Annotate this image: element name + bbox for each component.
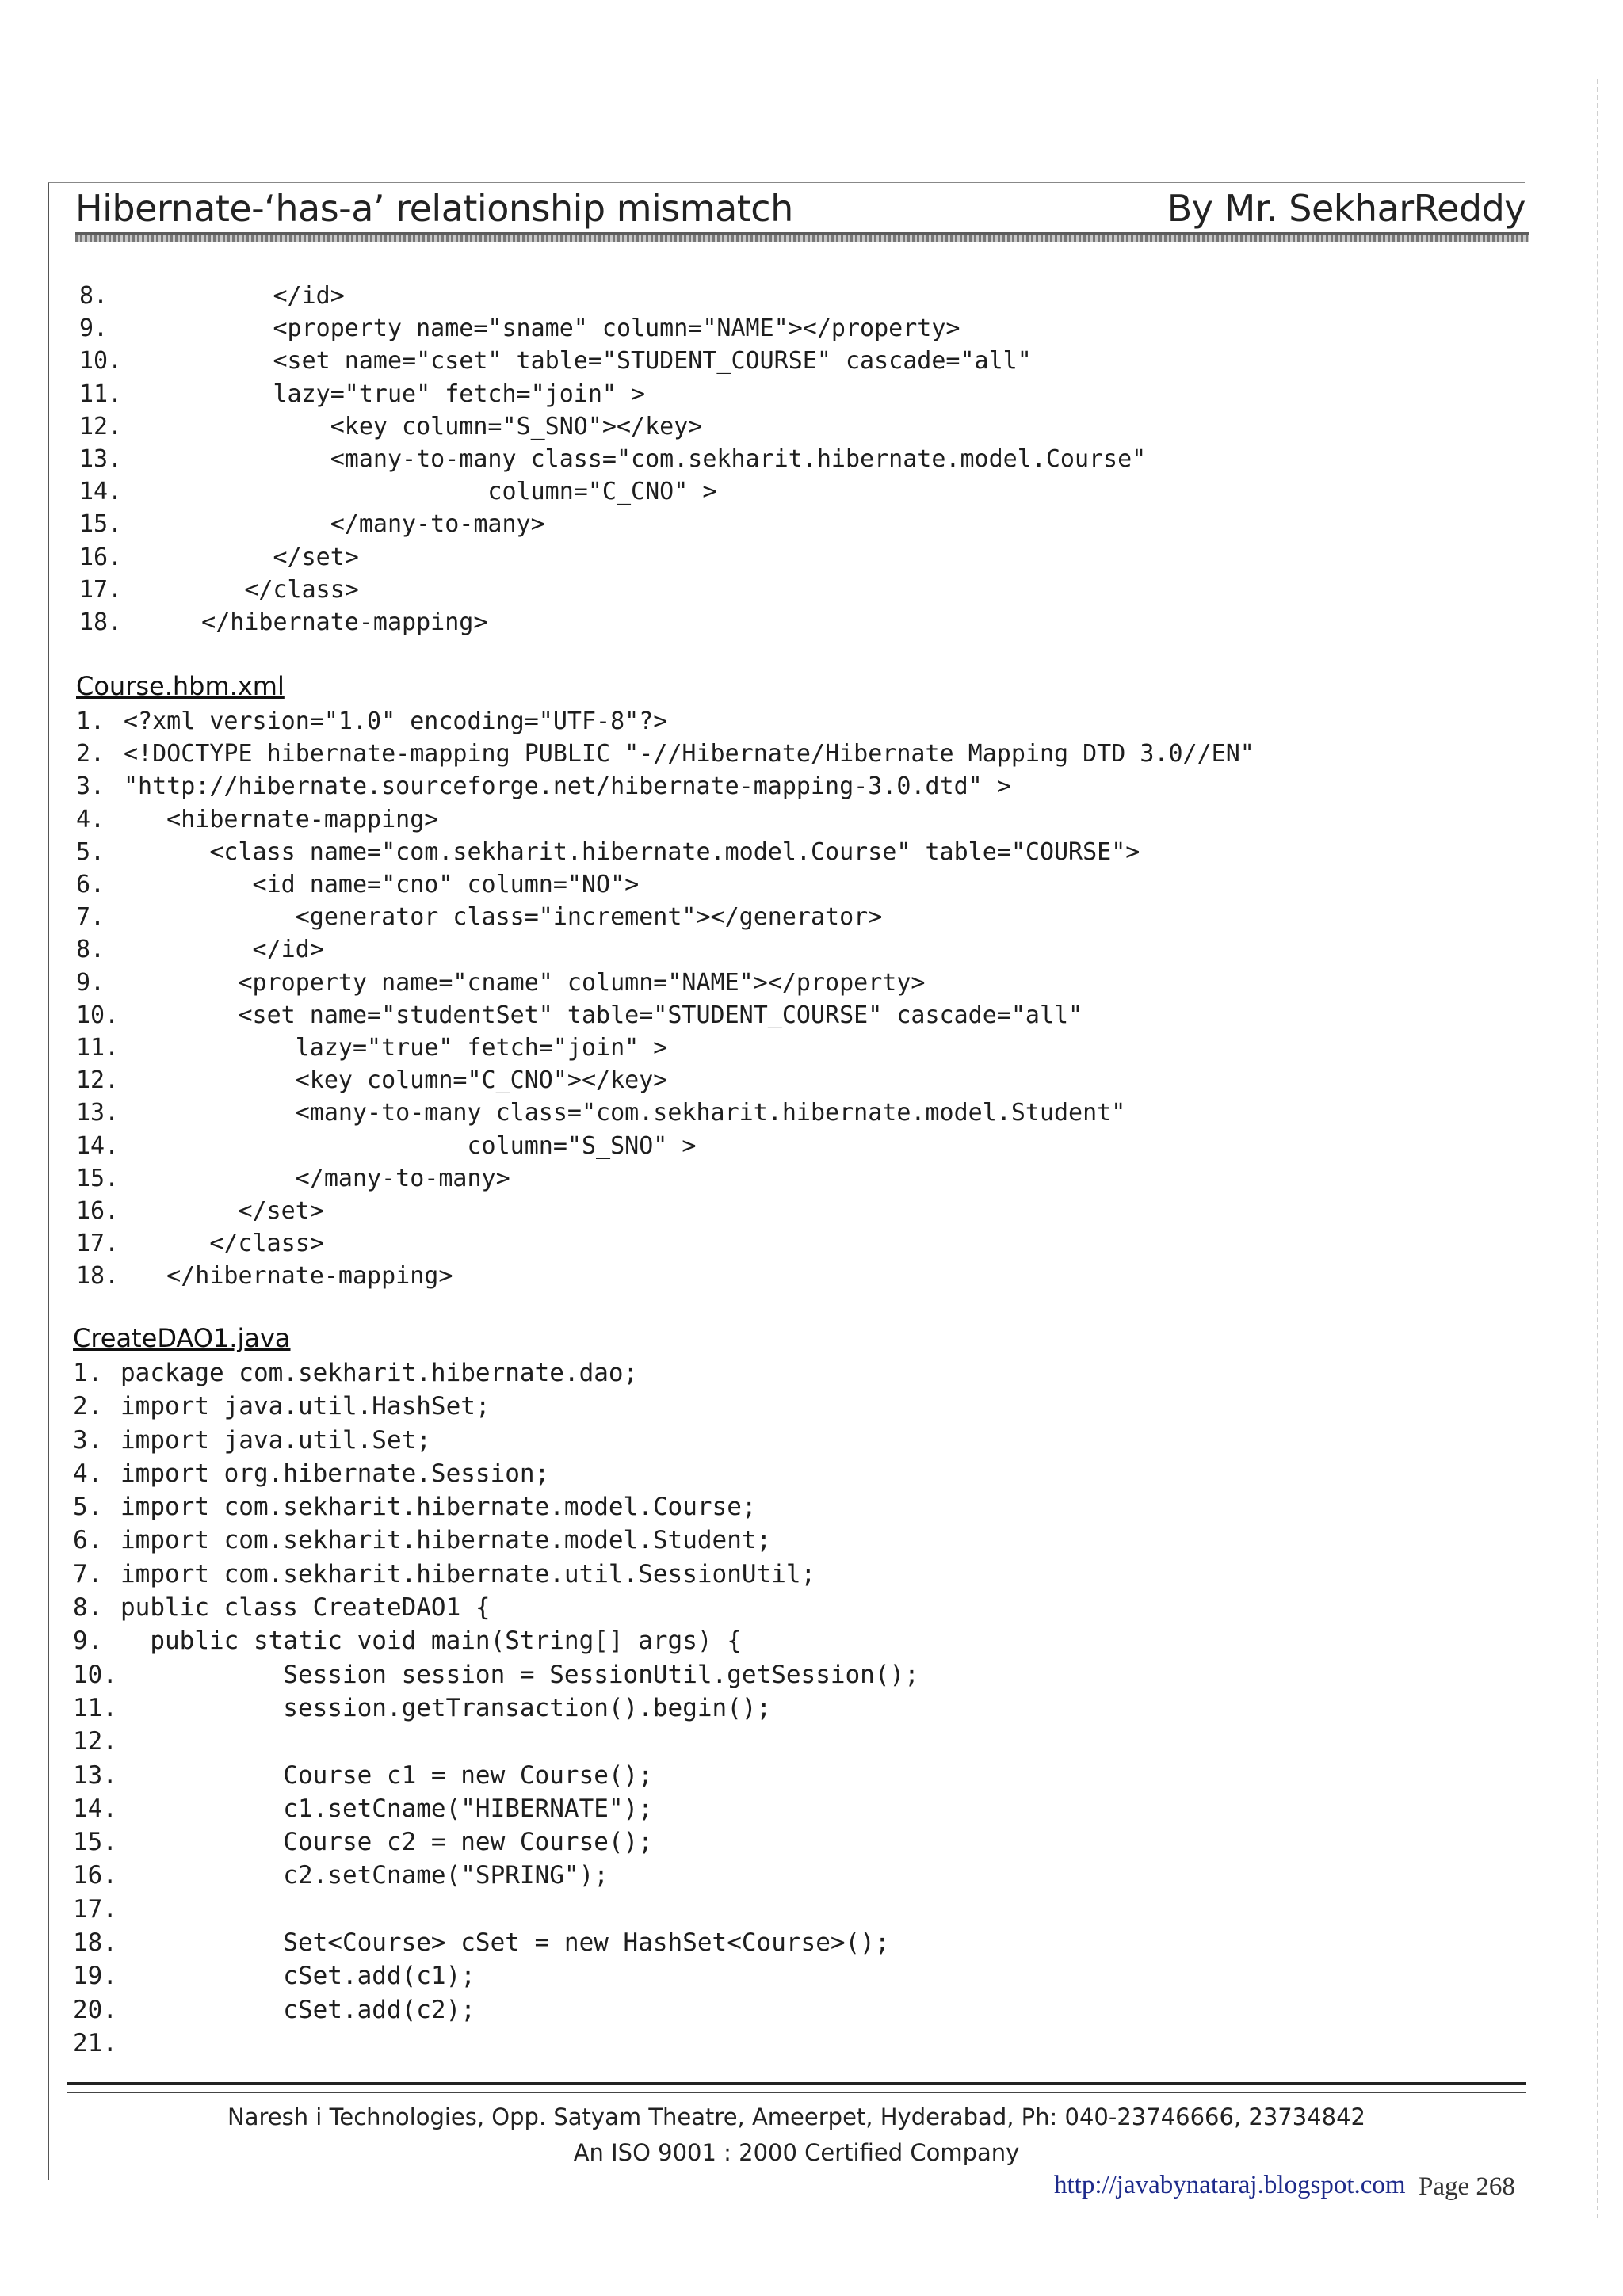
line-number: 2. bbox=[73, 1392, 103, 1421]
code-text: <generator class="increment"></generator> bbox=[124, 903, 883, 932]
code-line bbox=[73, 1457, 919, 1490]
code-line bbox=[79, 378, 1146, 410]
code-text: import org.hibernate.Session; bbox=[120, 1459, 550, 1488]
footer-url: http://javabynataraj.blogspot.com bbox=[1054, 2171, 1406, 2199]
code-line bbox=[79, 606, 1146, 639]
line-number: 13. bbox=[73, 1760, 117, 1790]
code-line bbox=[73, 1759, 919, 1792]
line-number: 12. bbox=[73, 1727, 117, 1756]
code-line bbox=[76, 1162, 1254, 1195]
code-line bbox=[79, 574, 1146, 606]
line-number: 11. bbox=[76, 1034, 120, 1062]
code-text: </many-to-many> bbox=[124, 1164, 510, 1192]
line-number: 4. bbox=[73, 1459, 103, 1488]
code-line bbox=[79, 312, 1146, 345]
code-text: public class CreateDAO1 { bbox=[120, 1593, 491, 1623]
code-line bbox=[76, 868, 1254, 901]
code-text: column="S_SNO" > bbox=[124, 1131, 697, 1160]
code-text: <property name="sname" column="NAME"></property> bbox=[158, 315, 960, 343]
line-number: 17. bbox=[76, 1230, 120, 1258]
line-number: 7. bbox=[73, 1559, 103, 1589]
code-text: <set name="cset" table="STUDENT_COURSE" cascade="all" bbox=[158, 347, 1032, 376]
code-text: </hibernate-mapping> bbox=[158, 608, 488, 637]
code-text: "http://hibernate.sourceforge.net/hibernate-mapping-3.0.dtd" > bbox=[124, 772, 1011, 801]
code-text: import com.sekharit.hibernate.model.Course; bbox=[120, 1493, 757, 1522]
line-number: 8. bbox=[79, 282, 109, 310]
line-number: 9. bbox=[76, 968, 105, 997]
code-line bbox=[79, 410, 1146, 443]
code-line bbox=[73, 1859, 919, 1892]
code-line bbox=[76, 901, 1254, 933]
footer-address: Naresh i Technologies, Opp. Satyam Theatre, Ameerpet, Hyderabad, Ph: 040-23746666, 23734842 bbox=[227, 2103, 1365, 2130]
code-text: <property name="cname" column="NAME"></property> bbox=[124, 968, 926, 997]
code-line bbox=[76, 1032, 1254, 1064]
code-line bbox=[73, 1390, 919, 1423]
code-line bbox=[73, 1926, 919, 1959]
line-number: 14. bbox=[79, 478, 123, 506]
code-text: import java.util.Set; bbox=[120, 1425, 431, 1455]
code-line bbox=[79, 541, 1146, 574]
code-text: Course c2 = new Course(); bbox=[120, 1828, 653, 1857]
code-line bbox=[76, 770, 1254, 803]
code-line bbox=[76, 738, 1254, 770]
code-text: <!DOCTYPE hibernate-mapping PUBLIC "-//Hibernate/Hibernate Mapping DTD 3.0//EN" bbox=[124, 740, 1254, 769]
line-number: 19. bbox=[73, 1962, 117, 1991]
code-line bbox=[73, 1658, 919, 1691]
line-number: 18. bbox=[79, 608, 123, 637]
line-number: 8. bbox=[73, 1593, 103, 1623]
line-number: 16. bbox=[79, 543, 123, 571]
line-number: 5. bbox=[73, 1493, 103, 1522]
code-text: </many-to-many> bbox=[158, 510, 545, 539]
code-line bbox=[73, 1591, 919, 1624]
page-binding-edge bbox=[1541, 79, 1598, 2218]
code-text: <hibernate-mapping> bbox=[124, 805, 439, 833]
line-number: 1. bbox=[73, 1359, 103, 1387]
line-number: 10. bbox=[79, 347, 123, 376]
code-text: import java.util.HashSet; bbox=[120, 1392, 491, 1421]
code-line bbox=[73, 1792, 919, 1825]
line-number: 20. bbox=[73, 1995, 117, 2024]
line-number: 10. bbox=[76, 1001, 120, 1029]
page-number: Page 268 bbox=[1419, 2172, 1515, 2201]
code-line bbox=[73, 1424, 919, 1457]
line-number: 17. bbox=[79, 575, 123, 604]
code-text: <many-to-many class="com.sekharit.hibernate.model.Course" bbox=[158, 445, 1147, 474]
code-text: lazy="true" fetch="join" > bbox=[124, 1034, 668, 1062]
code-text: package com.sekharit.hibernate.dao; bbox=[120, 1359, 639, 1387]
line-number: 15. bbox=[76, 1164, 120, 1192]
student-mapping-code-block bbox=[79, 280, 1146, 639]
course-mapping-heading: Course.hbm.xml bbox=[76, 671, 285, 701]
code-line bbox=[76, 967, 1254, 999]
code-line bbox=[73, 1825, 919, 1859]
line-number: 17. bbox=[73, 1894, 117, 1924]
code-text: <key column="C_CNO"></key> bbox=[124, 1066, 668, 1095]
code-line bbox=[76, 999, 1254, 1032]
line-number: 11. bbox=[79, 379, 123, 408]
code-line bbox=[73, 1725, 919, 1758]
header-rule bbox=[75, 232, 1529, 242]
code-line bbox=[79, 280, 1146, 312]
code-text: <id name="cno" column="NO"> bbox=[124, 871, 640, 899]
line-number: 14. bbox=[73, 1794, 117, 1823]
code-line bbox=[76, 1227, 1254, 1260]
code-line bbox=[76, 1260, 1254, 1292]
code-text: session.getTransaction().begin(); bbox=[120, 1693, 772, 1722]
code-text: </id> bbox=[158, 282, 345, 310]
line-number: 14. bbox=[76, 1131, 120, 1160]
code-text: c2.setCname("SPRING"); bbox=[120, 1861, 609, 1890]
line-number: 6. bbox=[73, 1526, 103, 1555]
code-text: </set> bbox=[124, 1197, 324, 1226]
line-number: 7. bbox=[76, 903, 105, 932]
line-number: 4. bbox=[76, 805, 105, 833]
line-number: 18. bbox=[76, 1262, 120, 1291]
line-number: 12. bbox=[76, 1066, 120, 1095]
code-line bbox=[73, 1959, 919, 1993]
line-number: 16. bbox=[73, 1861, 117, 1890]
code-text: column="C_CNO" > bbox=[158, 478, 717, 506]
line-number: 13. bbox=[79, 445, 123, 474]
line-number: 9. bbox=[73, 1627, 103, 1656]
code-line bbox=[73, 2027, 919, 2060]
line-number: 18. bbox=[73, 1928, 117, 1958]
code-text: cSet.add(c2); bbox=[120, 1995, 475, 2024]
code-line bbox=[79, 443, 1146, 475]
code-line bbox=[79, 345, 1146, 377]
code-text: Session session = SessionUtil.getSession(); bbox=[120, 1660, 919, 1689]
code-line bbox=[76, 1195, 1254, 1227]
code-text: <class name="com.sekharit.hibernate.model.Course" table="COURSE"> bbox=[124, 837, 1140, 866]
line-number: 6. bbox=[76, 871, 105, 899]
code-line bbox=[76, 705, 1254, 738]
code-text: </class> bbox=[124, 1230, 324, 1258]
code-text: import com.sekharit.hibernate.model.Student; bbox=[120, 1526, 772, 1555]
code-text: c1.setCname("HIBERNATE"); bbox=[120, 1794, 653, 1823]
code-text: Set<Course> cSet = new HashSet<Course>(); bbox=[120, 1928, 890, 1958]
code-text: <set name="studentSet" table="STUDENT_COURSE" cascade="all" bbox=[124, 1001, 1083, 1029]
code-text: </set> bbox=[158, 543, 359, 571]
header-author: By Mr. SekharReddy bbox=[1167, 187, 1526, 230]
footer-rule bbox=[67, 2082, 1526, 2093]
code-line bbox=[76, 1064, 1254, 1097]
header-title: Hibernate-‘has-a’ relationship mismatch bbox=[75, 187, 793, 230]
line-number: 13. bbox=[76, 1099, 120, 1127]
code-line bbox=[73, 1893, 919, 1926]
footer-certification: An ISO 9001 : 2000 Certified Company bbox=[573, 2139, 1020, 2166]
line-number: 8. bbox=[76, 936, 105, 964]
code-line bbox=[73, 1993, 919, 2027]
code-text: Course c1 = new Course(); bbox=[120, 1760, 653, 1790]
code-text: <?xml version="1.0" encoding="UTF-8"?> bbox=[124, 707, 668, 735]
code-line bbox=[73, 1490, 919, 1524]
code-text: </hibernate-mapping> bbox=[124, 1262, 453, 1291]
code-line bbox=[73, 1691, 919, 1725]
line-number: 3. bbox=[76, 772, 105, 801]
line-number: 12. bbox=[79, 412, 123, 441]
code-line bbox=[73, 1558, 919, 1591]
line-number: 2. bbox=[76, 740, 105, 769]
code-line bbox=[76, 836, 1254, 868]
code-line bbox=[73, 1624, 919, 1657]
create-dao-heading: CreateDAO1.java bbox=[73, 1323, 291, 1353]
code-text: <key column="S_SNO"></key> bbox=[158, 412, 703, 441]
code-line bbox=[73, 1524, 919, 1557]
code-line bbox=[76, 1097, 1254, 1129]
code-line bbox=[76, 803, 1254, 836]
code-text: import com.sekharit.hibernate.util.SessionUtil; bbox=[120, 1559, 816, 1589]
line-number: 3. bbox=[73, 1425, 103, 1455]
code-line bbox=[76, 1130, 1254, 1162]
line-number: 11. bbox=[73, 1693, 117, 1722]
line-number: 10. bbox=[73, 1660, 117, 1689]
code-text: </class> bbox=[158, 575, 359, 604]
line-number: 1. bbox=[76, 707, 105, 735]
page-header bbox=[75, 181, 1526, 230]
line-number: 15. bbox=[73, 1828, 117, 1857]
code-text: </id> bbox=[124, 936, 324, 964]
code-line bbox=[76, 933, 1254, 966]
line-number: 16. bbox=[76, 1197, 120, 1226]
code-line bbox=[79, 475, 1146, 508]
course-mapping-code-block bbox=[76, 705, 1254, 1293]
code-text: <many-to-many class="com.sekharit.hibernate.model.Student" bbox=[124, 1099, 1126, 1127]
code-text: cSet.add(c1); bbox=[120, 1962, 475, 1991]
line-number: 9. bbox=[79, 315, 109, 343]
line-number: 15. bbox=[79, 510, 123, 539]
code-line bbox=[79, 508, 1146, 540]
line-number: 5. bbox=[76, 837, 105, 866]
create-dao-code-block bbox=[73, 1356, 919, 2060]
line-number: 21. bbox=[73, 2028, 117, 2058]
code-text: lazy="true" fetch="join" > bbox=[158, 379, 646, 408]
code-line bbox=[73, 1356, 919, 1390]
code-text: public static void main(String[] args) { bbox=[120, 1627, 742, 1656]
